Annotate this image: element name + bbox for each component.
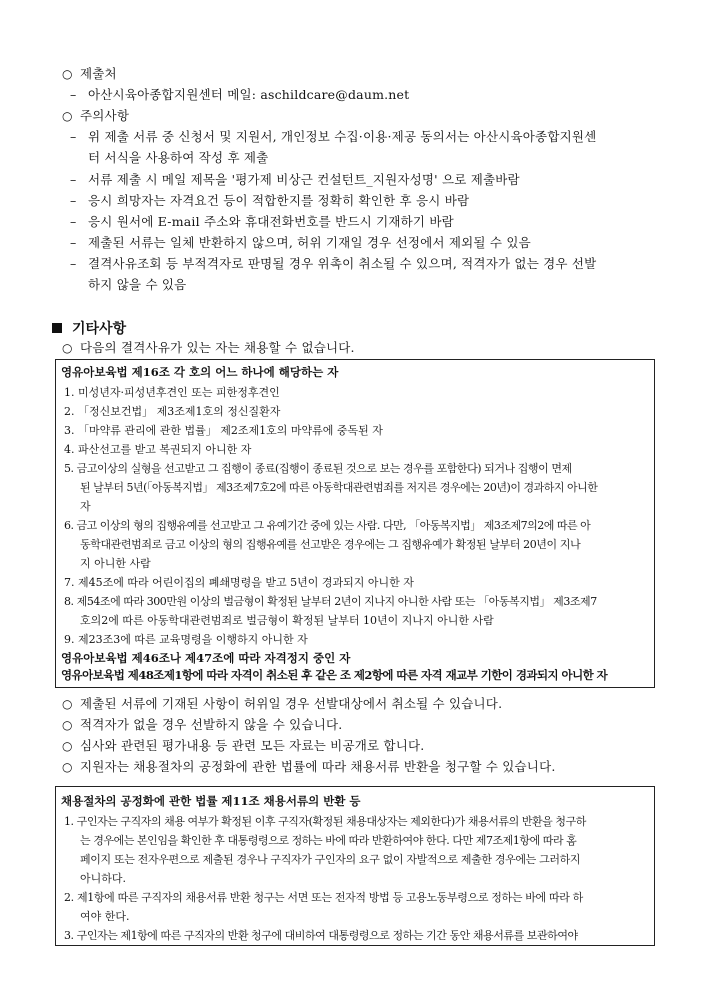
section-heading: 기타사항 bbox=[52, 318, 126, 338]
disq-line: 6. 금고 이상의 형의 집행유예를 선고받고 그 유예기간 중에 있는 사람. 다만, 「아동복지법」 제3조제7의2에 따른 아 bbox=[64, 519, 591, 532]
disq-line: 3. 「마약류 관리에 관한 법률」 제2조제1호의 마약류에 중독된 자 bbox=[64, 424, 383, 437]
dash-bullet-icon: – bbox=[70, 172, 77, 187]
return-line-cont: 는 경우에는 본인임을 확인한 후 대통령령으로 정하는 바에 따라 반환하여야 한다. 다만 제7조제1항에 따라 홈 bbox=[80, 834, 577, 847]
disq-line: 4. 파산선고를 받고 복권되지 아니한 자 bbox=[64, 443, 252, 456]
dash-bullet-icon: – bbox=[70, 214, 77, 229]
dash-bullet-icon: – bbox=[70, 129, 77, 144]
disq-line: 7. 제45조에 따라 어린이집의 폐쇄명령을 받고 5년이 경과되지 아니한 자 bbox=[64, 576, 414, 589]
return-line: 2. 제1항에 따른 구직자의 채용서류 반환 청구는 서면 또는 전자적 방법 등 고용노동부령으로 정하는 바에 따라 하 bbox=[64, 891, 583, 904]
disq-line: 8. 제54조에 따라 300만원 이상의 벌금형이 확정된 날부터 2년이 지나지 아니한 사람 또는 「아동복지법」 제3조제7 bbox=[64, 595, 597, 608]
notice-bullet: ○ 제출된 서류에 기재된 사항이 허위일 경우 선발대상에서 취소될 수 있습니다. bbox=[62, 694, 502, 714]
disq-line-cont: 호의2에 따른 아동학대관련범죄로 벌금형이 확정된 날부터 10년이 지나지 아니한 사람 bbox=[80, 614, 494, 627]
notes-item: – 서류 제출 시 메일 제목을 '평가제 비상근 컨설턴트_지원자성명' 으로 제출바람 bbox=[70, 170, 520, 190]
disq-line-cont: 된 날부터 5년(「아동복지법」 제3조제7호2에 따른 아동학대관련범죄를 저지른 경우에는 20년)이 경과하지 아니한 bbox=[80, 481, 598, 494]
return-documents-box bbox=[55, 786, 655, 946]
square-bullet-icon bbox=[52, 323, 62, 333]
notice-bullet: ○ 지원자는 채용절차의 공정화에 관한 법률에 따라 채용서류 반환을 청구할 수 있습니다. bbox=[62, 757, 556, 777]
notes-item: – 제출된 서류는 일체 반환하지 않으며, 허위 기재일 경우 선정에서 제외될 수 있음 bbox=[70, 233, 531, 253]
other-intro: ○ 다음의 결격사유가 있는 자는 채용할 수 없습니다. bbox=[62, 338, 355, 358]
circle-bullet-icon: ○ bbox=[62, 67, 73, 81]
notes-item: – 응시 희망자는 자격요건 등이 적합한지를 정확히 확인한 후 응시 바람 bbox=[70, 191, 469, 211]
dash-bullet-icon: – bbox=[70, 193, 77, 208]
dash-bullet-icon: – bbox=[70, 87, 77, 102]
return-box-header: 채용절차의 공정화에 관한 법률 제11조 채용서류의 반환 등 bbox=[61, 794, 361, 808]
return-line: 1. 구인자는 구직자의 채용 여부가 확정된 이후 구직자(확정된 채용대상자는 제외한다)가 채용서류의 반환을 청구하 bbox=[64, 815, 586, 828]
notes-item: – 응시 원서에 E-mail 주소와 휴대전화번호를 반드시 기재하기 바람 bbox=[70, 212, 454, 232]
circle-bullet-icon: ○ bbox=[62, 341, 73, 355]
disq-box-footer: 영유아보육법 제48조제1항에 따라 자격이 취소된 후 같은 조 제2항에 따른 자격 재교부 기한이 경과되지 아니한 자 bbox=[61, 668, 608, 682]
disq-box-header: 영유아보육법 제16조 각 호의 어느 하나에 해당하는 자 bbox=[61, 365, 339, 379]
submission-address: – 아산시육아종합지원센터 메일: aschildcare@daum.net bbox=[70, 85, 409, 105]
circle-bullet-icon: ○ bbox=[62, 718, 73, 732]
circle-bullet-icon: ○ bbox=[62, 739, 73, 753]
notes-item: – 위 제출 서류 중 신청서 및 지원서, 개인정보 수집·이용·제공 동의서는 아산시육아종합지원센 bbox=[70, 127, 596, 147]
dash-bullet-icon: – bbox=[70, 256, 77, 271]
circle-bullet-icon: ○ bbox=[62, 109, 73, 123]
circle-bullet-icon: ○ bbox=[62, 697, 73, 711]
disq-line: 5. 금고이상의 실형을 선고받고 그 집행이 종료(집행이 종료된 것으로 보는 경우를 포함한다) 되거나 집행이 면제 bbox=[64, 462, 572, 475]
disq-line: 1. 미성년자·피성년후견인 또는 피한정후견인 bbox=[64, 386, 280, 399]
return-line-cont: 여야 한다. bbox=[80, 910, 130, 923]
disq-line: 2. 「정신보건법」 제3조제1호의 정신질환자 bbox=[64, 405, 281, 418]
dash-bullet-icon: – bbox=[70, 235, 77, 250]
return-line-cont: 페이지 또는 전자우편으로 제출된 경우나 구직자가 구인자의 요구 없이 자발적으로 제출한 경우에는 그러하지 bbox=[80, 853, 581, 866]
disq-box-footer: 영유아보육법 제46조나 제47조에 따라 자격정지 중인 자 bbox=[61, 651, 351, 665]
notice-bullet: ○ 심사와 관련된 평가내용 등 관련 모든 자료는 비공개로 합니다. bbox=[62, 736, 424, 756]
notes-item-cont: 터 서식을 사용하여 작성 후 제출 bbox=[88, 150, 269, 165]
circle-bullet-icon: ○ bbox=[62, 760, 73, 774]
disq-line-cont: 동학대관련범죄로 금고 이상의 형의 집행유예를 선고받은 경우에는 그 집행유예가 확정된 날부터 20년이 지나 bbox=[80, 538, 581, 551]
disq-line-cont: 자 bbox=[80, 500, 91, 513]
notes-item: – 결격사유조회 등 부적격자로 판명될 경우 위촉이 취소될 수 있으며, 적격자가 없는 경우 선발 bbox=[70, 254, 596, 274]
notes-item-cont: 하지 않을 수 있음 bbox=[88, 277, 187, 292]
notice-bullet: ○ 적격자가 없을 경우 선발하지 않을 수 있습니다. bbox=[62, 715, 342, 735]
disq-line-cont: 지 아니한 사람 bbox=[80, 557, 151, 570]
disq-line: 9. 제23조3에 따른 교육명령을 이행하지 아니한 자 bbox=[64, 633, 308, 646]
notes-title: ○ 주의사항 bbox=[62, 106, 129, 126]
return-line: 3. 구인자는 제1항에 따른 구직자의 반환 청구에 대비하여 대통령령으로 정하는 기간 동안 채용서류를 보관하여야 bbox=[64, 929, 578, 942]
disqualification-box bbox=[55, 359, 655, 688]
return-line-cont: 아니하다. bbox=[80, 872, 127, 885]
submission-title: ○ 제출처 bbox=[62, 64, 117, 84]
